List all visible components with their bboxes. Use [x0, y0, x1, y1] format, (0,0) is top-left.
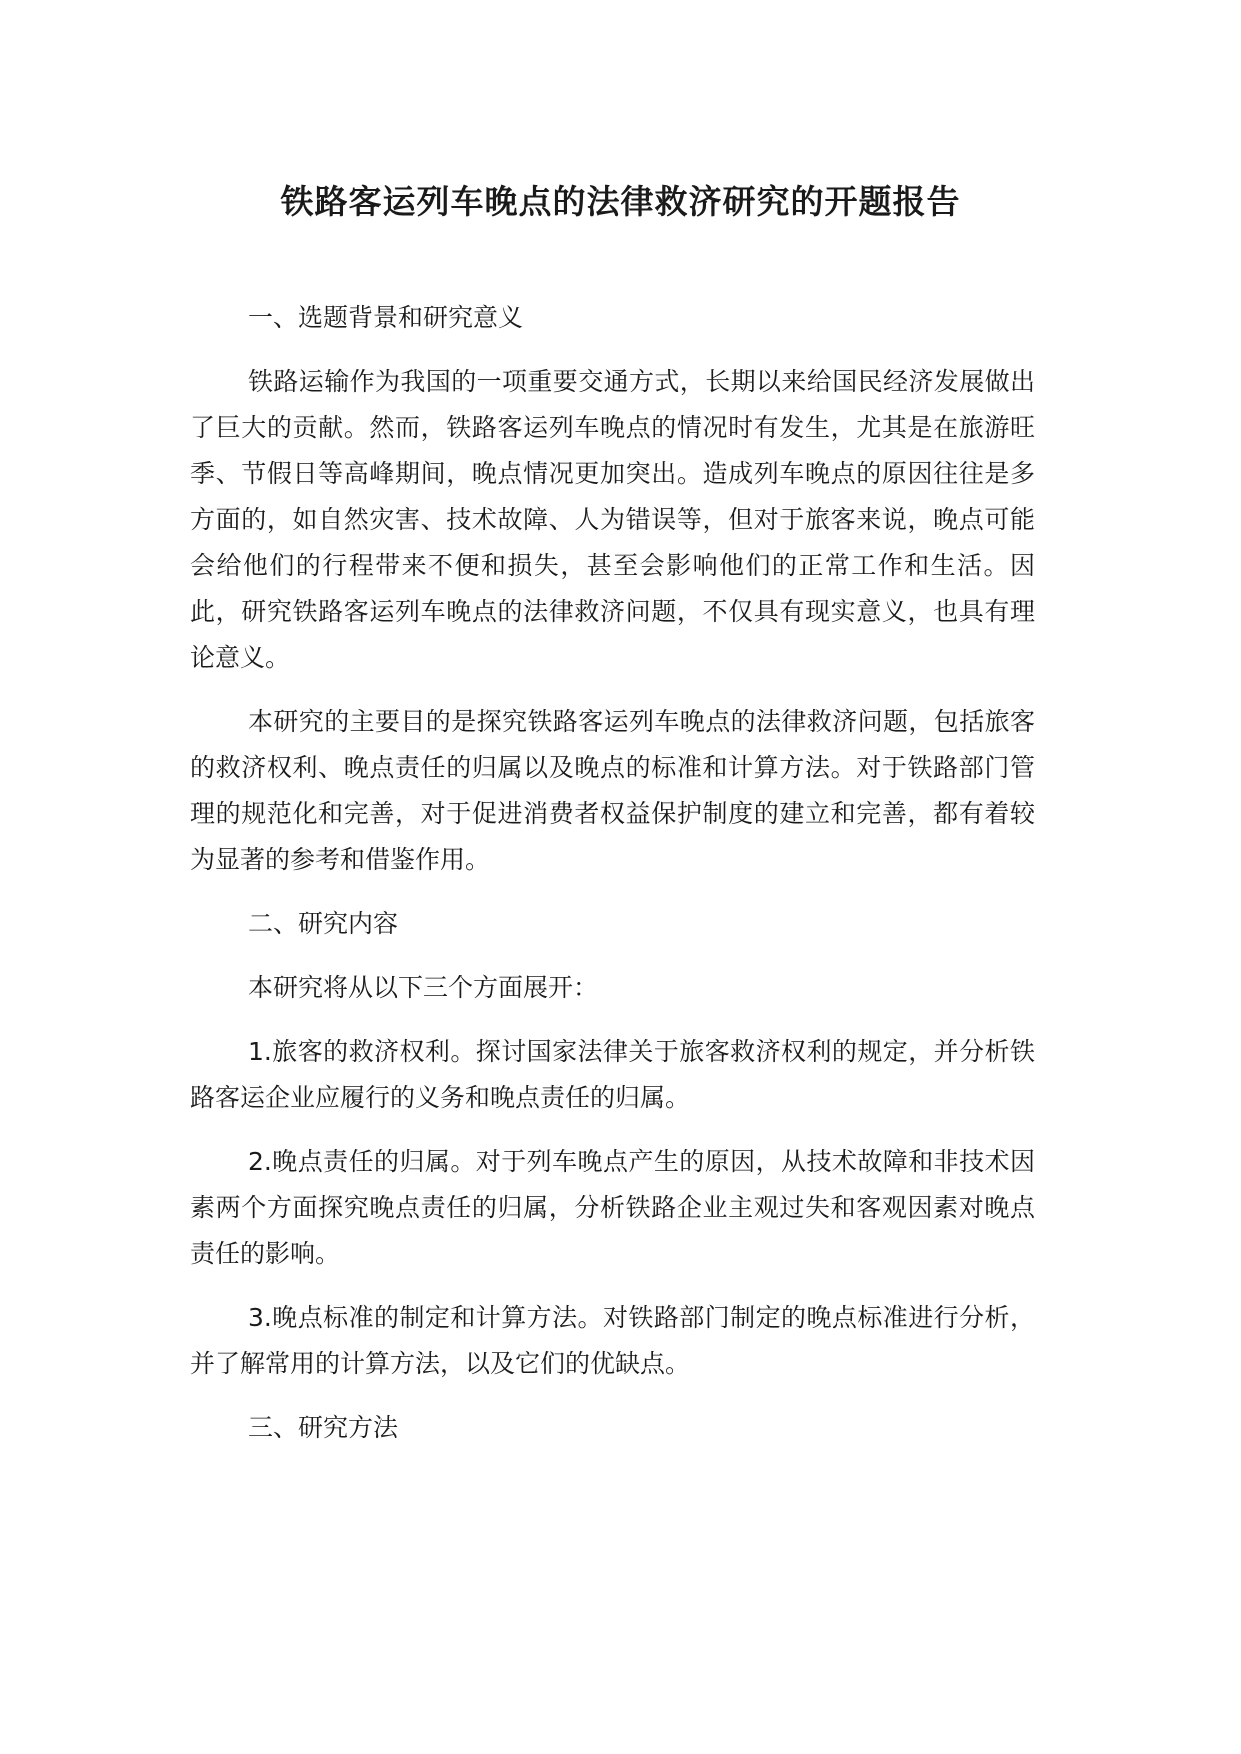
- paragraph-item-2: 2.晚点责任的归属。对于列车晚点产生的原因，从技术故障和非技术因素两个方面探究晚点责任的归属，分析铁路企业主观过失和客观因素对晚点责任的影响。: [190, 1147, 1035, 1268]
- document-body: [190, 295, 1035, 1469]
- paragraph-item-1: 1.旅客的救济权利。探讨国家法律关于旅客救济权利的规定，并分析铁路客运企业应履行的义务和晚点责任的归属。: [190, 1037, 1035, 1112]
- document-title: 铁路客运列车晚点的法律救济研究的开题报告: [280, 182, 961, 221]
- section-heading-content: 二、研究内容: [248, 909, 399, 938]
- paragraph-background: 铁路运输作为我国的一项重要交通方式，长期以来给国民经济发展做出了巨大的贡献。然而，铁路客运列车晚点的情况时有发生，尤其是在旅游旺季、节假日等高峰期间，晚点情况更加突出。造成列车晚点的原因往往是多方面的，如自然灾害、技术故障、人为错误等，但对于旅客来说，晚点可能会给他们的行程带来不便和损失，甚至会影响他们的正常工作和生活。因此，研究铁路客运列车晚点的法律救济问题，不仅具有现实意义，也具有理论意义。: [190, 367, 1035, 672]
- paragraph-content-intro: 本研究将从以下三个方面展开：: [248, 973, 599, 1002]
- paragraph-objective: 本研究的主要目的是探究铁路客运列车晚点的法律救济问题，包括旅客的救济权利、晚点责任的归属以及晚点的标准和计算方法。对于铁路部门管理的规范化和完善，对于促进消费者权益保护制度的建立和完善，都有着较为显著的参考和借鉴作用。: [190, 707, 1035, 874]
- paragraph-item-3: 3.晚点标准的制定和计算方法。对铁路部门制定的晚点标准进行分析，并了解常用的计算方法，以及它们的优缺点。: [190, 1303, 1035, 1378]
- section-heading-methods: 三、研究方法: [248, 1413, 399, 1442]
- section-heading-background: 一、选题背景和研究意义: [248, 303, 524, 332]
